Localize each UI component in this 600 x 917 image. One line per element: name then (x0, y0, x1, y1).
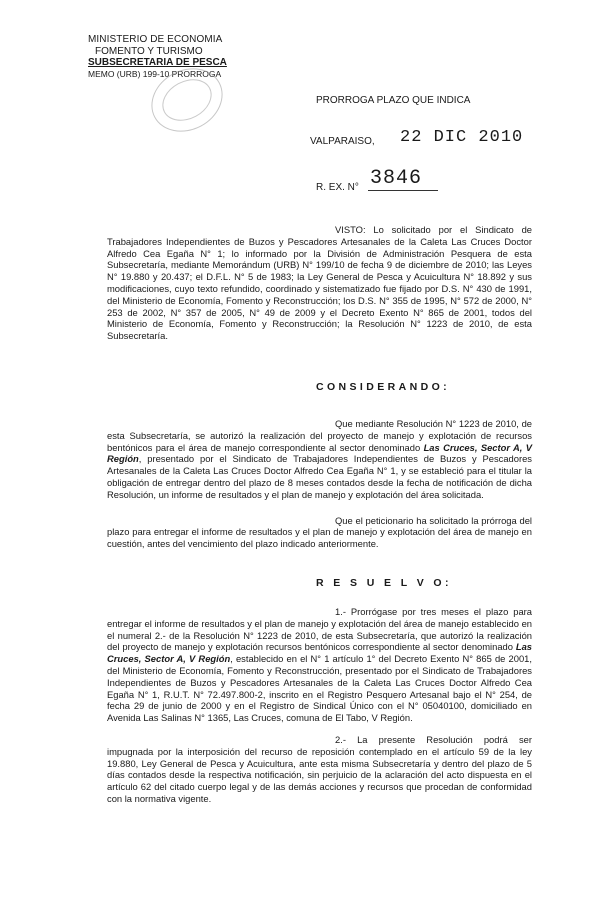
header-subsecretaria: SUBSECRETARIA DE PESCA (88, 57, 227, 68)
visto-section (107, 224, 532, 342)
considerando-paragraph-2: Que el peticionario ha solicitado la prórroga del plazo para entregar el informe de resultados y el plan de manejo y explotación del área de manejo en cuestión, antes del vencimiento del plazo indicado anteriormente. (107, 514, 532, 550)
document-title: PRORROGA PLAZO QUE INDICA (316, 95, 471, 106)
resolution-number-underline (368, 190, 438, 191)
resuelvo-p1-start: 1.- Prorrógase por tres meses el plazo para entregar el informe de resultados y el plan de manejo y explotación del área de manejo establecido en el numeral 2.- de la Resolución N° 1223 de 2010, de esta Subsecretaría, que autorizó la realización del proyecto de manejo y explotación recursos bentónicos correspondiente al sector denominado (107, 606, 532, 653)
visto-paragraph: VISTO: Lo solicitado por el Sindicato de Trabajadores Independientes de Buzos y Pescadores Artesanales de la Caleta Las Cruces Doctor Alfredo Cea Egaña N° 1; lo informado por la División de Administración Pesquera de esta Subsecretaría, mediante Memorándum (URB) N° 199/10 de fecha 9 de diciembre de 2010; las Leyes N° 19.880 y 20.437; el D.F.L. N° 5 de 1983; la Ley General de Pesca y Acuicultura N° 18.892 y sus modificaciones, cuyo texto refundido, coordinado y sistematizado fue fijado por D.S. N° 430 de 1991, del Ministerio de Economía, Fomento y Reconstrucción; los D.S. N° 355 de 1995, N° 572 de 2000, N° 253 de 2002, N° 357 de 2005, N° 49 de 2009 y el Decreto Exento N° 865 de 2001, todos del Ministerio de Economía, Fomento y Reconstrucción; la Resolución N° 1223 de 2010, de esta Subsecretaría. (107, 224, 532, 342)
date-stamp: 22 DIC 2010 (400, 128, 524, 147)
considerando-heading: CONSIDERANDO: (316, 381, 451, 393)
header-fomento: FOMENTO Y TURISMO (95, 45, 203, 57)
resuelvo-paragraph-2: 2.- La presente Resolución podrá ser impugnada por la interposición del recurso de reposición contemplado en el artículo 59 de la ley 19.880, Ley General de Pesca y Acuicultura, ante esta misma Subsecretaría y dentro del plazo de 5 días contados desde la respectiva notificación, sin perjuicio de la aclaración del acto dispuesta en el artículo 62 del citado cuerpo legal y de las demás acciones y recursos que procedan de conformidad con la normativa vigente. (107, 733, 532, 804)
considerando-section (107, 418, 532, 550)
considerando-p1-start: Que mediante Resolución N° 1223 de 2010, de esta Subsecretaría, se autorizó la realización del proyecto de manejo y explotación de recursos bentónicos para el área de manejo correspondiente al sector denominado (107, 418, 532, 453)
considerando-paragraph-1 (107, 418, 532, 501)
place-label: VALPARAISO, (310, 136, 375, 147)
resolution-number: 3846 (370, 167, 423, 190)
considerando-p1-end: , presentado por el Sindicato de Trabajadores Independientes de Buzos y Pescadores Artesanales de la Caleta Las Cruces Doctor Alfredo Cea Egaña N° 1, y se estableció para el titular la obligación de entregar dentro del plazo de 8 meses contados desde la fecha de notificación de dicha Resolución, un informe de resultados y el plan de manejo y explotación del área solicitada. (107, 453, 532, 500)
resuelvo-section (107, 606, 532, 805)
header-memo: MEMO (URB) 199-10 PRORROGA (88, 68, 222, 79)
resuelvo-p1-end: , establecido en el N° 1 artículo 1° del Decreto Exento N° 865 de 2001, del Ministerio de Economía, Fomento y Reconstrucción, presentado por el Sindicato de Trabajadores Independientes de Buzos y Pescadores Artesanales de la Caleta Las Cruces Doctor Alfredo Cea Egaña N° 1, R.U.T. N° 72.497.800-2, inscrito en el Registro Pesquero Artesanal bajo el N° 254, de fecha 29 de junio de 2000 y en el Registro de Sindical Único con el N° 05040100, domiciliado en Avenida Las Salinas N° 1365, Las Cruces, comuna de El Tabo, V Región. (107, 653, 532, 724)
header-ministry: MINISTERIO DE ECONOMIA (88, 34, 223, 45)
considerando-p1-sector: Las Cruces, Sector A, V Región (107, 441, 532, 465)
resuelvo-p1-sector: Las Cruces, Sector A, V Región (107, 641, 532, 665)
resolution-label: R. EX. N° (316, 182, 359, 193)
resuelvo-heading: R E S U E L V O: (316, 577, 452, 589)
resuelvo-paragraph-1 (107, 606, 532, 724)
